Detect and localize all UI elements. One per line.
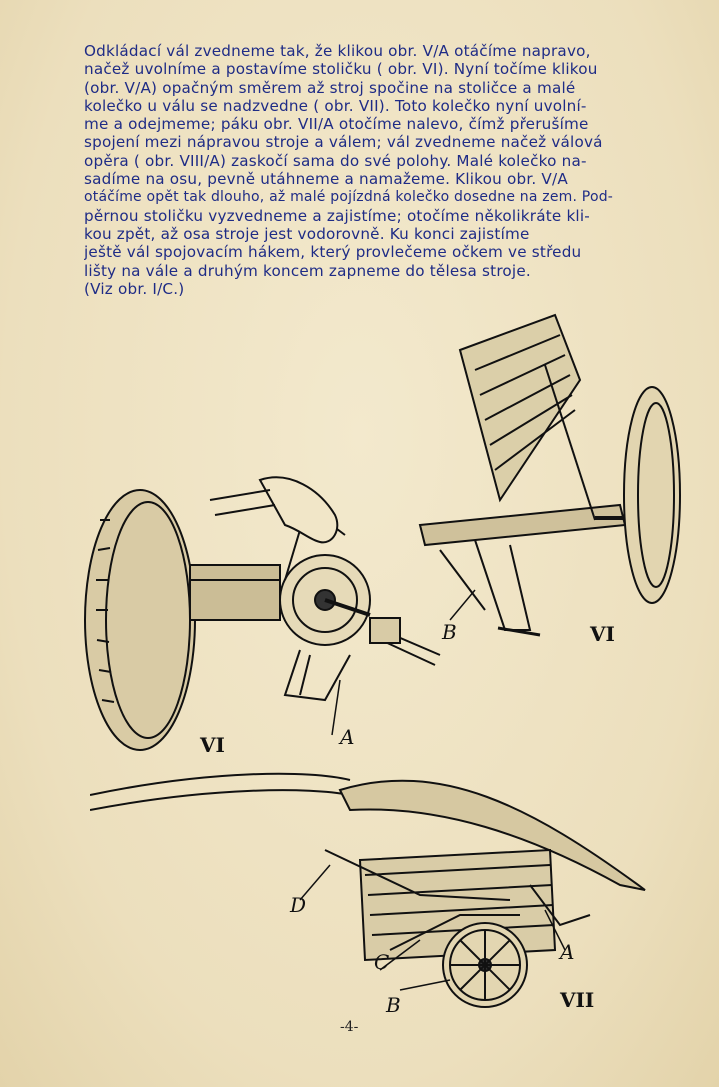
figure-support-stand [380,310,700,650]
page-number: -4- [340,1019,359,1035]
text-line: lišty na vále a druhým koncem zapneme do tělesa stroje. [84,261,531,280]
text-line: ještě vál spojovacím hákem, který provlečeme očkem ve středu [84,243,582,262]
text-line: (obr. V/A) opačným směrem až stroj spočine na stoličce a malé [84,78,576,97]
part-label-a-left: A [340,725,355,749]
figure-label-left: VI [200,733,225,757]
figure-label-bottom: VII [560,988,595,1012]
text-line: pěrnou stoličku vyzvedneme a zajistíme; otočíme několikráte kli- [84,206,590,225]
part-label-a-bottom: A [560,940,575,964]
text-line: spojení mezi nápravou stroje a válem; vál zvedneme načež válová [84,133,603,152]
text-line: opěra ( obr. VIII/A) zaskočí sama do své polohy. Malé kolečko na- [84,151,587,170]
part-label-d: D [290,893,307,917]
text-line: (Viz obr. I/C.) [84,279,185,298]
support-stand-drawing [380,310,700,650]
small-wheel-drawing [90,765,670,1015]
part-label-c: C [374,950,390,974]
text-line: Odkládací vál zvedneme tak, že klikou obr. V/A otáčíme napravo, [84,42,591,60]
text-line: načež uvolníme a postavíme stoličku ( obr. VI). Nyní točíme klikou [84,60,598,79]
part-label-b-right: B [442,620,457,644]
text-line: kou zpět, až osa stroje jest vodorovně. Ku konci zajistíme [84,224,530,243]
text-line: sadíme na osu, pevně utáhneme a namažeme. Klikou obr. V/A [84,170,568,189]
text-line: me a odejmeme; páku obr. VII/A otočíme nalevo, čímž přerušíme [84,115,589,134]
part-label-b-bottom: B [386,993,401,1017]
text-line: kolečko u válu se nadzvedne ( obr. VII). Toto kolečko nyní uvolní- [84,96,587,115]
figure-small-wheel [90,765,670,1015]
text-line: otáčíme opět tak dlouho, až malé pojízdná kolečko dosedne na zem. Pod- [84,189,614,206]
instruction-text [84,42,684,298]
figure-label-right: VI [590,622,615,646]
